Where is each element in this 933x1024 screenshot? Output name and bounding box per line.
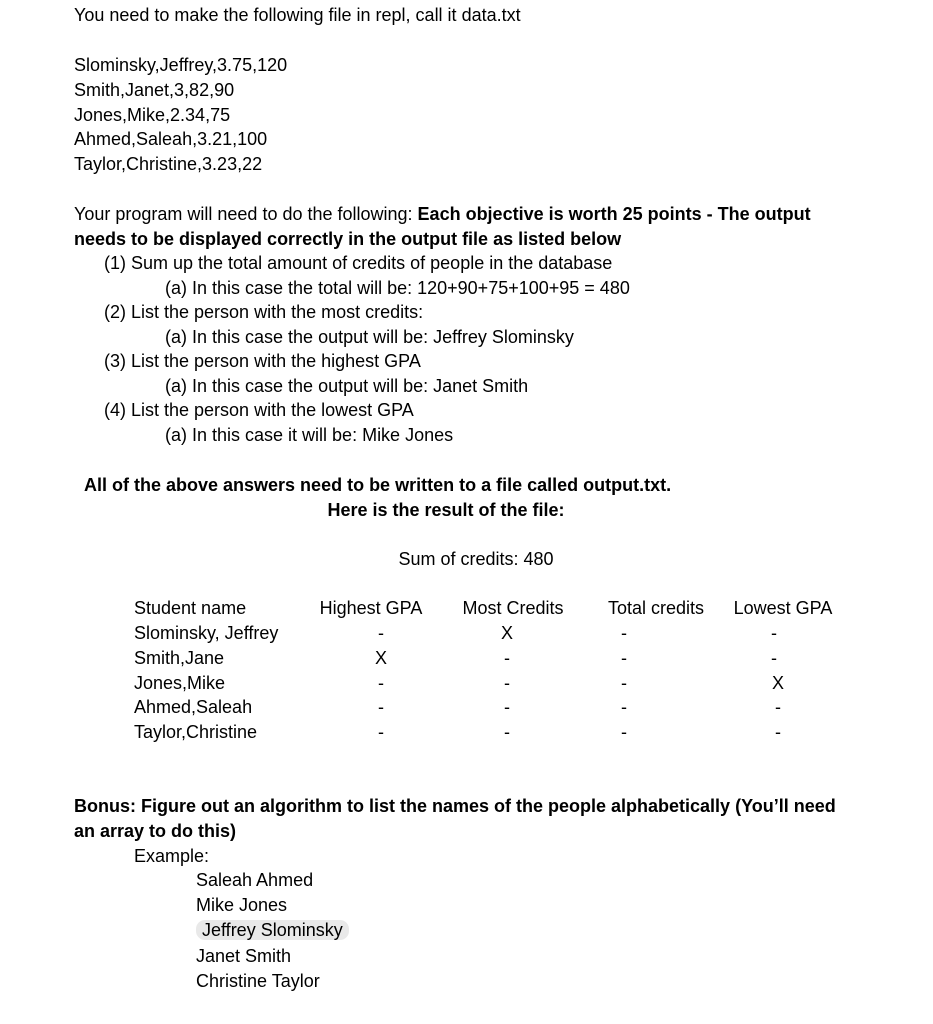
- data-line: Ahmed,Saleah,3.21,100: [74, 129, 268, 149]
- list-item: Christine Taylor: [196, 971, 320, 991]
- total-credits-cell: -: [621, 722, 627, 742]
- example-label: Example:: [134, 846, 210, 866]
- list-item: Mike Jones: [196, 895, 288, 915]
- objective-item: (3) List the person with the highest GPA: [104, 351, 421, 371]
- highlighted-name-chip: Jeffrey Slominsky: [196, 920, 349, 940]
- lowest-gpa-cell: -: [775, 722, 781, 742]
- lowest-gpa-cell: -: [775, 697, 781, 717]
- objective-item: (1) Sum up the total amount of credits of people in the database: [104, 253, 613, 273]
- student-name-cell: Slominsky, Jeffrey: [134, 623, 279, 643]
- total-credits-cell: -: [621, 673, 627, 693]
- col-header-most-credits: Most Credits: [462, 598, 564, 618]
- program-lead: Your program will need to do the following:: [74, 204, 418, 224]
- data-line: Smith,Janet,3,82,90: [74, 80, 235, 100]
- output-note: All of the above answers need to be written to a file called output.txt.: [84, 475, 672, 495]
- most-credits-cell: X: [500, 623, 513, 643]
- total-credits-cell: -: [621, 648, 627, 668]
- objective-subitem: (a) In this case it will be: Mike Jones: [165, 425, 454, 445]
- bonus-heading: Bonus: Figure out an algorithm to list the names of the people alphabetically (You’ll need: [74, 796, 836, 816]
- most-credits-cell: -: [504, 648, 510, 668]
- bonus-heading-continued: an array to do this): [74, 821, 237, 841]
- sum-of-credits: Sum of credits: 480: [398, 549, 554, 569]
- objective-subitem: (a) In this case the output will be: Janet Smith: [165, 376, 529, 396]
- program-bold-text: Each objective is worth 25 points - The output: [417, 204, 811, 224]
- total-credits-cell: -: [621, 623, 627, 643]
- list-item-highlighted: [202, 918, 349, 942]
- total-credits-cell: -: [621, 697, 627, 717]
- list-item: Saleah Ahmed: [196, 870, 314, 890]
- output-note-continued: Here is the result of the file:: [327, 500, 565, 520]
- objective-item: (4) List the person with the lowest GPA: [104, 400, 414, 420]
- objective-subitem: (a) In this case the output will be: Jeffrey Slominsky: [165, 327, 574, 347]
- highest-gpa-cell: -: [378, 673, 384, 693]
- program-description: [74, 202, 811, 226]
- highest-gpa-cell: -: [378, 697, 384, 717]
- data-line: Jones,Mike,2.34,75: [74, 105, 231, 125]
- objective-item: (2) List the person with the most credits:: [104, 302, 424, 322]
- lowest-gpa-cell: -: [771, 623, 777, 643]
- most-credits-cell: -: [504, 722, 510, 742]
- list-item: Janet Smith: [196, 946, 292, 966]
- col-header-total-credits: Total credits: [607, 598, 705, 618]
- most-credits-cell: -: [504, 697, 510, 717]
- student-name-cell: Ahmed,Saleah: [134, 697, 253, 717]
- student-name-cell: Taylor,Christine: [134, 722, 258, 742]
- highest-gpa-cell: -: [378, 722, 384, 742]
- data-line: Taylor,Christine,3.23,22: [74, 154, 263, 174]
- highest-gpa-cell: -: [378, 623, 384, 643]
- col-header-student-name: Student name: [134, 598, 247, 618]
- lowest-gpa-cell: X: [771, 673, 784, 693]
- highest-gpa-cell: X: [374, 648, 387, 668]
- most-credits-cell: -: [504, 673, 510, 693]
- student-name-cell: Jones,Mike: [134, 673, 226, 693]
- col-header-highest-gpa: Highest GPA: [319, 598, 423, 618]
- program-bold-continued: needs to be displayed correctly in the output file as listed below: [74, 229, 622, 249]
- student-name-cell: Smith,Jane: [134, 648, 225, 668]
- data-line: Slominsky,Jeffrey,3.75,120: [74, 55, 288, 75]
- lowest-gpa-cell: -: [771, 648, 777, 668]
- col-header-lowest-gpa: Lowest GPA: [733, 598, 833, 618]
- intro-line: You need to make the following file in repl, call it data.txt: [74, 5, 521, 25]
- objective-subitem: (a) In this case the total will be: 120+90+75+100+95 = 480: [165, 278, 630, 298]
